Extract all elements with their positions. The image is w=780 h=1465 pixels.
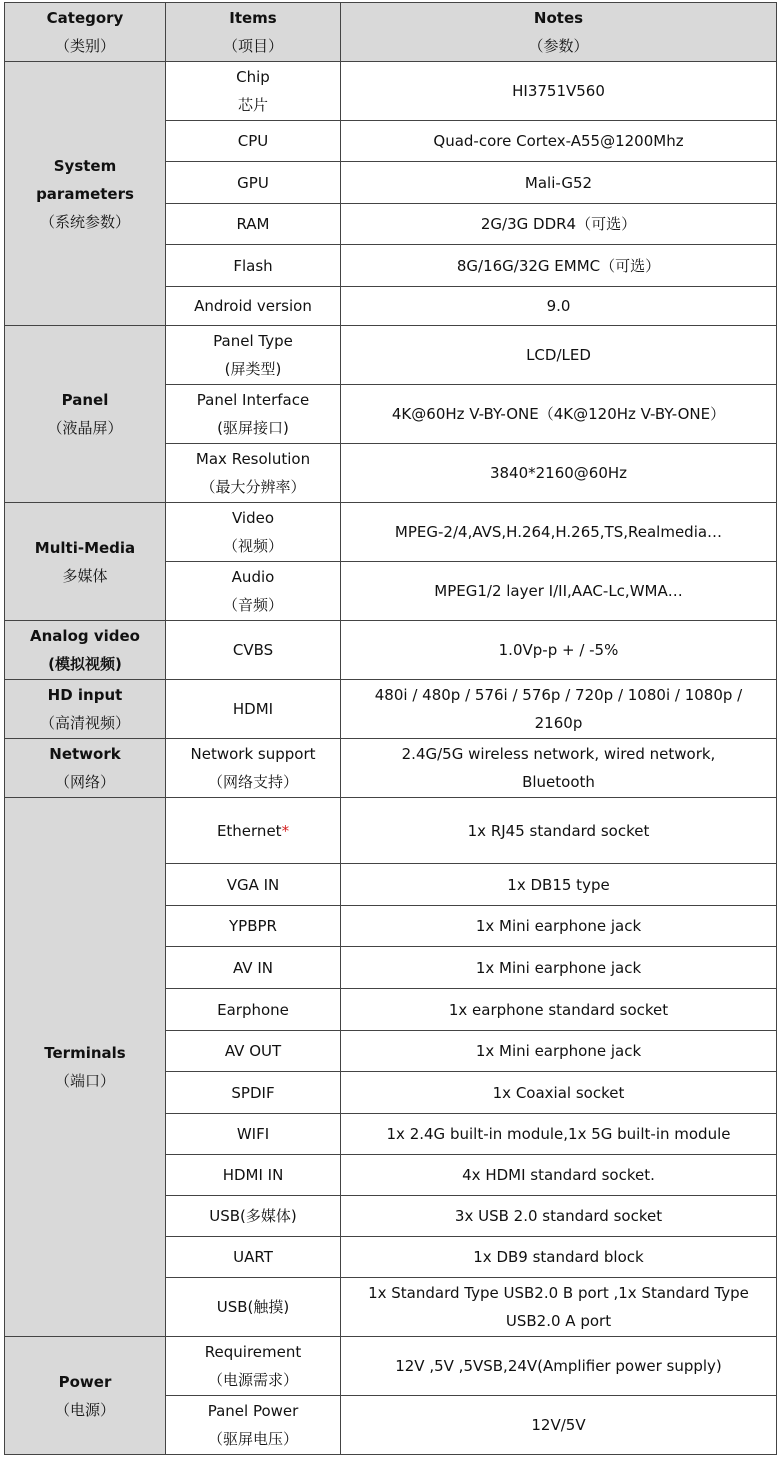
item-cell: CPU [166, 121, 341, 162]
item-cell: AV IN [166, 947, 341, 989]
table-row [5, 326, 777, 385]
note-cell: 1x 2.4G built-in module,1x 5G built-in module [341, 1114, 777, 1155]
note-cell: 2.4G/5G wireless network, wired network, Bluetooth [341, 739, 777, 798]
note-cell: Quad-core Cortex-A55@1200Mhz [341, 121, 777, 162]
item-cell: SPDIF [166, 1072, 341, 1114]
note-cell: 1.0Vp-p + / -5% [341, 621, 777, 680]
item-cell: Android version [166, 287, 341, 326]
note-cell: 1x DB9 standard block [341, 1237, 777, 1278]
note-cell: 12V ,5V ,5VSB,24V(Amplifier power supply) [341, 1337, 777, 1396]
category-analog-video: Analog video (模拟视频) [5, 621, 166, 680]
item-cell: Flash [166, 245, 341, 287]
category-panel: Panel （液晶屏） [5, 326, 166, 503]
item-cell: Video （视频） [166, 503, 341, 562]
note-cell: 1x Mini earphone jack [341, 947, 777, 989]
item-cell: Earphone [166, 989, 341, 1031]
item-cell: USB(多媒体) [166, 1196, 341, 1237]
note-cell: 2G/3G DDR4（可选） [341, 204, 777, 245]
note-cell: 3840*2160@60Hz [341, 444, 777, 503]
table-row [5, 62, 777, 121]
item-cell: USB(触摸) [166, 1278, 341, 1337]
item-cell: UART [166, 1237, 341, 1278]
header-items: Items （项目） [166, 3, 341, 62]
item-cell: HDMI [166, 680, 341, 739]
note-cell: 3x USB 2.0 standard socket [341, 1196, 777, 1237]
item-cell: Audio （音频） [166, 562, 341, 621]
note-cell: 1x earphone standard socket [341, 989, 777, 1031]
note-cell: 1x DB15 type [341, 864, 777, 906]
category-network: Network （网络） [5, 739, 166, 798]
item-cell: YPBPR [166, 906, 341, 947]
note-cell: 480i / 480p / 576i / 576p / 720p / 1080i / 1080p / 2160p [341, 680, 777, 739]
required-mark: * [281, 821, 290, 840]
note-cell: Mali-G52 [341, 162, 777, 204]
header-category: Category （类别） [5, 3, 166, 62]
note-cell: 4K@60Hz V-BY-ONE（4K@120Hz V-BY-ONE） [341, 385, 777, 444]
item-cell: AV OUT [166, 1031, 341, 1072]
item-cell: GPU [166, 162, 341, 204]
category-hd-input: HD input （高清视频） [5, 680, 166, 739]
note-cell: 12V/5V [341, 1396, 777, 1455]
note-cell: 1x Standard Type USB2.0 B port ,1x Standard Type USB2.0 A port [341, 1278, 777, 1337]
note-cell: MPEG1/2 layer I/II,AAC-Lc,WMA… [341, 562, 777, 621]
table-row [5, 739, 777, 798]
note-cell: 1x RJ45 standard socket [341, 798, 777, 864]
note-cell: 8G/16G/32G EMMC（可选） [341, 245, 777, 287]
note-cell: 1x Coaxial socket [341, 1072, 777, 1114]
table-row [5, 680, 777, 739]
header-notes: Notes （参数） [341, 3, 777, 62]
item-cell: Panel Power （驱屏电压） [166, 1396, 341, 1455]
item-cell: RAM [166, 204, 341, 245]
note-cell: 1x Mini earphone jack [341, 906, 777, 947]
item-cell: CVBS [166, 621, 341, 680]
note-cell: MPEG-2/4,AVS,H.264,H.265,TS,Realmedia… [341, 503, 777, 562]
table-header-row [5, 3, 777, 62]
item-cell: Panel Type (屏类型) [166, 326, 341, 385]
item-cell: Panel Interface (驱屏接口) [166, 385, 341, 444]
item-cell: Chip 芯片 [166, 62, 341, 121]
item-cell: WIFI [166, 1114, 341, 1155]
note-cell: 9.0 [341, 287, 777, 326]
category-multimedia: Multi-Media 多媒体 [5, 503, 166, 621]
note-cell: 1x Mini earphone jack [341, 1031, 777, 1072]
item-cell: Ethernet* [166, 798, 341, 864]
category-terminals: Terminals （端口） [5, 798, 166, 1337]
table-row [5, 798, 777, 864]
category-system: System parameters （系统参数） [5, 62, 166, 326]
note-cell: HI3751V560 [341, 62, 777, 121]
item-cell: VGA IN [166, 864, 341, 906]
note-cell: LCD/LED [341, 326, 777, 385]
table-row [5, 1337, 777, 1396]
table-row [5, 621, 777, 680]
item-cell: HDMI IN [166, 1155, 341, 1196]
item-cell: Network support （网络支持） [166, 739, 341, 798]
item-cell: Requirement （电源需求） [166, 1337, 341, 1396]
spec-table [4, 2, 777, 1455]
category-power: Power （电源） [5, 1337, 166, 1455]
item-cell: Max Resolution （最大分辨率） [166, 444, 341, 503]
table-row [5, 503, 777, 562]
note-cell: 4x HDMI standard socket. [341, 1155, 777, 1196]
